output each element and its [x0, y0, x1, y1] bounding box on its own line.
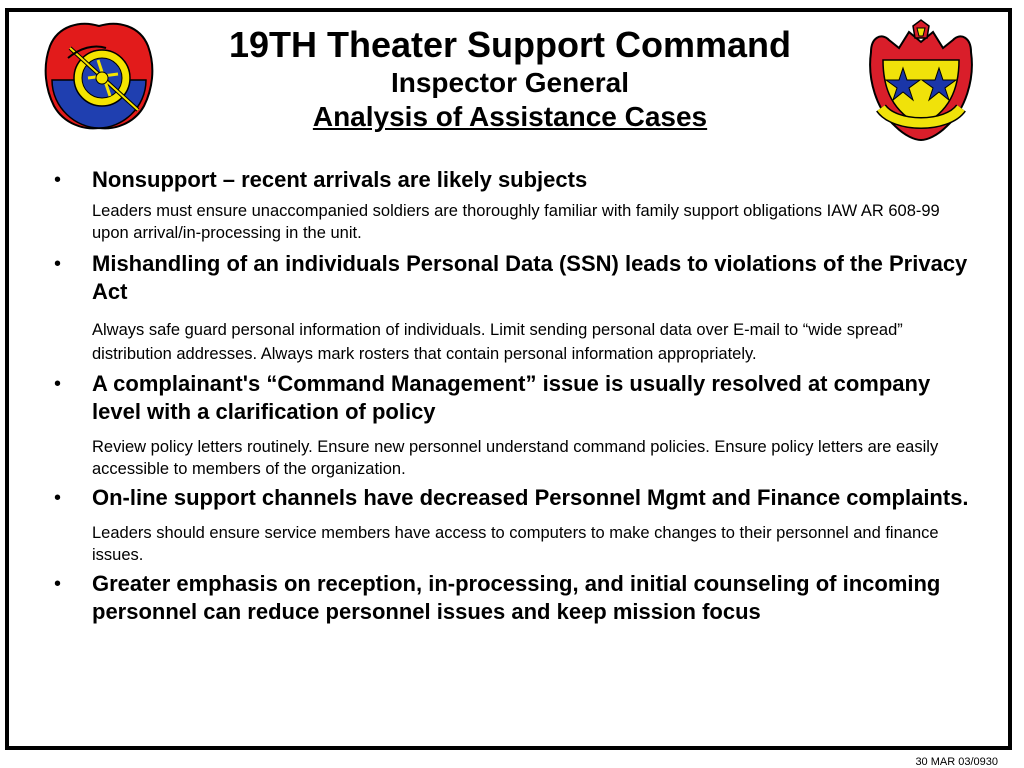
list-item [50, 570, 980, 626]
item-detail: Review policy letters routinely. Ensure new personnel understand command policies. Ensure policy letters are easily accessible to members of the organization. [92, 438, 939, 478]
list-item [50, 166, 980, 244]
item-heading: On-line support channels have decreased Personnel Mgmt and Finance complaints. [92, 485, 969, 510]
list-item [50, 370, 980, 480]
page-title: 19TH Theater Support Command [228, 24, 792, 65]
inspector-general-insignia-icon [40, 18, 158, 133]
item-heading: Greater emphasis on reception, in-processing, and initial counseling of incoming personnel can reduce personnel issues and keep mission focus [92, 571, 941, 624]
bullet-icon: • [54, 253, 62, 275]
item-heading: A complainant's “Command Management” issue is usually resolved at company level with a clarification of policy [92, 371, 931, 424]
bullet-icon: • [54, 487, 62, 509]
bullet-icon: • [54, 573, 62, 595]
item-detail: Leaders must ensure unaccompanied soldiers are thoroughly familiar with family support obligations IAW AR 608-99 upon arrival/in-processing in the unit. [92, 202, 940, 242]
bullet-list [50, 166, 980, 626]
item-heading: Nonsupport – recent arrivals are likely subjects [92, 167, 588, 192]
bullet-icon: • [54, 373, 62, 395]
unit-crest-icon [861, 18, 981, 144]
date-stamp: 30 MAR 03/0930 [915, 756, 998, 768]
item-detail: Always safe guard personal information of individuals. Limit sending personal data over E-mail to “wide spread” distribution addresses. Always mark rosters that contain personal information appropriately. [92, 321, 903, 363]
item-detail: Leaders should ensure service members have access to computers to make changes to their personnel and finance issues. [92, 524, 939, 564]
list-item [50, 484, 980, 566]
section-title: Analysis of Assistance Cases [312, 101, 708, 132]
item-heading: Mishandling of an individuals Personal Data (SSN) leads to violations of the Privacy Act [92, 251, 968, 304]
list-item [50, 250, 980, 366]
title-block [170, 24, 850, 134]
page-subtitle: Inspector General [390, 67, 630, 98]
bullet-icon: • [54, 169, 62, 191]
